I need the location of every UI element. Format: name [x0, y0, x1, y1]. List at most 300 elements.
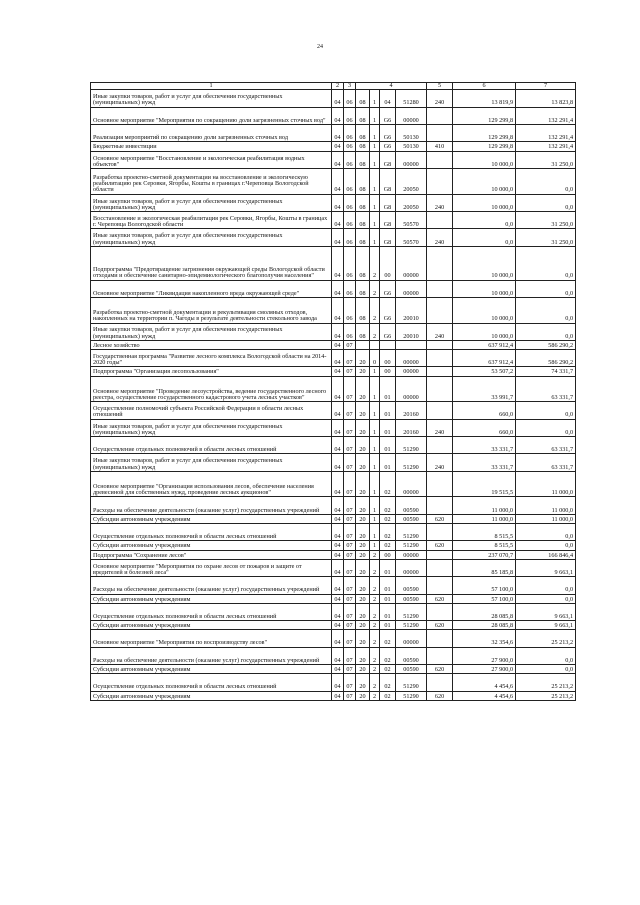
event-code-cell: 01 — [380, 594, 396, 603]
subsection-code-cell: 07 — [344, 437, 356, 454]
expense-type-cell — [427, 550, 453, 559]
direction-code-cell: 00000 — [396, 350, 427, 367]
subsection-code-cell: 06 — [344, 90, 356, 107]
event-code-cell: 00 — [380, 550, 396, 559]
row-name-cell: Разработка проектно-сметной документации на восстановление и экологическую реабилитацию рек Серовки, Ягорбы, Кошты в границах г.Череповца Вологодской области — [91, 168, 332, 194]
amount-year2-cell: 0,0 — [516, 402, 576, 419]
section-code-cell: 04 — [332, 437, 344, 454]
table-row — [91, 229, 576, 246]
row-name-cell: Осуществление полномочий субъекта Российской Федерации в области лесных отношений — [91, 402, 332, 419]
row-name-cell: Основное мероприятие "Восстановление и экологическая реабилитация водных объектов" — [91, 151, 332, 168]
amount-year2-cell: 63 331,7 — [516, 376, 576, 402]
amount-year2-cell: 0,0 — [516, 419, 576, 436]
table-row — [91, 559, 576, 576]
row-name-cell: Субсидии автономным учреждениям — [91, 594, 332, 603]
expense-type-cell — [427, 376, 453, 402]
subsection-code-cell: 07 — [344, 454, 356, 471]
amount-year1-cell: 10 000,0 — [453, 168, 516, 194]
event-code-cell: 00 — [380, 367, 396, 376]
subsection-code-cell: 06 — [344, 107, 356, 124]
program-code-cell: 08 — [356, 194, 370, 211]
row-name-cell: Бюджетные инвестиции — [91, 142, 332, 151]
expense-type-cell: 240 — [427, 194, 453, 211]
program-code-cell: 20 — [356, 559, 370, 576]
direction-code-cell — [396, 340, 427, 349]
section-code-cell: 04 — [332, 142, 344, 151]
direction-code-cell: 00590 — [396, 594, 427, 603]
table-row — [91, 647, 576, 664]
amount-year2-cell: 31 250,0 — [516, 229, 576, 246]
direction-code-cell: 00590 — [396, 647, 427, 664]
program-code-cell: 20 — [356, 376, 370, 402]
amount-year2-cell: 9 663,1 — [516, 559, 576, 576]
program-code-cell: 20 — [356, 419, 370, 436]
subprogram-code-cell: 2 — [370, 246, 380, 280]
subprogram-code-cell: 1 — [370, 151, 380, 168]
direction-code-cell: 00000 — [396, 559, 427, 576]
row-name-cell: Основное мероприятие "Мероприятия по охране лесов от пожаров и защите от вредителей и болезней леса" — [91, 559, 332, 576]
direction-code-cell: 50570 — [396, 211, 427, 228]
program-code-cell — [356, 340, 370, 349]
section-code-cell: 04 — [332, 454, 344, 471]
amount-year1-cell: 85 185,8 — [453, 559, 516, 576]
program-code-cell: 20 — [356, 523, 370, 540]
amount-year1-cell: 10 000,0 — [453, 323, 516, 340]
direction-code-cell: 20050 — [396, 168, 427, 194]
section-code-cell: 04 — [332, 559, 344, 576]
subsection-code-cell: 07 — [344, 376, 356, 402]
expense-type-cell — [427, 402, 453, 419]
direction-code-cell: 00000 — [396, 471, 427, 497]
table-row — [91, 367, 576, 376]
table-row — [91, 621, 576, 630]
row-name-cell: Субсидии автономным учреждениям — [91, 621, 332, 630]
subprogram-code-cell: 1 — [370, 514, 380, 523]
table-row — [91, 280, 576, 297]
section-code-cell: 04 — [332, 541, 344, 550]
amount-year1-cell: 28 085,8 — [453, 603, 516, 620]
subprogram-code-cell: 1 — [370, 376, 380, 402]
event-code-cell: G6 — [380, 107, 396, 124]
expense-type-cell: 620 — [427, 691, 453, 700]
section-code-cell: 04 — [332, 577, 344, 594]
direction-code-cell: 00590 — [396, 665, 427, 674]
program-code-cell: 08 — [356, 280, 370, 297]
subprogram-code-cell — [370, 340, 380, 349]
row-name-cell: Субсидии автономным учреждениям — [91, 514, 332, 523]
event-code-cell: 02 — [380, 523, 396, 540]
event-code-cell: G6 — [380, 124, 396, 141]
expense-type-cell — [427, 437, 453, 454]
event-code-cell: 01 — [380, 603, 396, 620]
amount-year2-cell: 31 250,0 — [516, 151, 576, 168]
event-code-cell: 01 — [380, 376, 396, 402]
table-row — [91, 471, 576, 497]
subprogram-code-cell: 1 — [370, 471, 380, 497]
expense-type-cell — [427, 297, 453, 323]
program-code-cell: 20 — [356, 550, 370, 559]
table-row — [91, 665, 576, 674]
amount-year2-cell: 25 213,2 — [516, 630, 576, 647]
amount-year1-cell: 10 000,0 — [453, 280, 516, 297]
subprogram-code-cell: 2 — [370, 280, 380, 297]
event-code-cell: 00 — [380, 246, 396, 280]
amount-year2-cell: 0,0 — [516, 246, 576, 280]
event-code-cell: 01 — [380, 437, 396, 454]
amount-year1-cell: 11 000,0 — [453, 514, 516, 523]
row-name-cell: Иные закупки товаров, работ и услуг для обеспечения государственных (муниципальных) нужд — [91, 194, 332, 211]
expense-type-cell — [427, 350, 453, 367]
row-name-cell: Основное мероприятие "Организация использования лесов, обеспечение населения древесиной для собственных нужд, проведение лесных аукционов" — [91, 471, 332, 497]
amount-year1-cell: 660,0 — [453, 419, 516, 436]
program-code-cell: 08 — [356, 90, 370, 107]
subprogram-code-cell: 2 — [370, 630, 380, 647]
amount-year1-cell: 4 454,6 — [453, 674, 516, 691]
program-code-cell: 08 — [356, 107, 370, 124]
program-code-cell: 20 — [356, 594, 370, 603]
amount-year1-cell: 10 000,0 — [453, 194, 516, 211]
row-name-cell: Субсидии автономным учреждениям — [91, 541, 332, 550]
event-code-cell: 01 — [380, 559, 396, 576]
expense-type-cell: 620 — [427, 594, 453, 603]
table-row — [91, 603, 576, 620]
header-cell: 4 — [356, 83, 427, 90]
program-code-cell: 08 — [356, 246, 370, 280]
amount-year2-cell: 0,0 — [516, 647, 576, 664]
table-header-row — [91, 83, 576, 90]
amount-year1-cell: 8 515,5 — [453, 541, 516, 550]
expense-type-cell — [427, 151, 453, 168]
subsection-code-cell: 06 — [344, 323, 356, 340]
amount-year2-cell: 63 331,7 — [516, 437, 576, 454]
amount-year2-cell: 11 000,0 — [516, 471, 576, 497]
event-code-cell: G6 — [380, 297, 396, 323]
event-code-cell: G8 — [380, 151, 396, 168]
table-row — [91, 419, 576, 436]
subsection-code-cell: 07 — [344, 523, 356, 540]
row-name-cell: Основное мероприятие "Ликвидация накопленного вреда окружающей среде" — [91, 280, 332, 297]
subprogram-code-cell: 2 — [370, 594, 380, 603]
section-code-cell: 04 — [332, 340, 344, 349]
subsection-code-cell: 07 — [344, 691, 356, 700]
amount-year1-cell: 10 000,0 — [453, 246, 516, 280]
section-code-cell: 04 — [332, 280, 344, 297]
table-row — [91, 691, 576, 700]
row-name-cell: Субсидии автономным учреждениям — [91, 691, 332, 700]
expense-type-cell — [427, 107, 453, 124]
amount-year1-cell: 0,0 — [453, 229, 516, 246]
direction-code-cell: 20160 — [396, 419, 427, 436]
section-code-cell: 04 — [332, 323, 344, 340]
subsection-code-cell: 07 — [344, 674, 356, 691]
amount-year2-cell: 0,0 — [516, 594, 576, 603]
subprogram-code-cell: 1 — [370, 497, 380, 514]
amount-year2-cell: 586 290,2 — [516, 350, 576, 367]
amount-year1-cell: 33 991,7 — [453, 376, 516, 402]
budget-table — [90, 82, 576, 701]
direction-code-cell: 51290 — [396, 523, 427, 540]
direction-code-cell: 51290 — [396, 603, 427, 620]
subprogram-code-cell: 1 — [370, 211, 380, 228]
expense-type-cell — [427, 211, 453, 228]
event-code-cell — [380, 340, 396, 349]
amount-year1-cell: 0,0 — [453, 211, 516, 228]
subprogram-code-cell: 1 — [370, 437, 380, 454]
row-name-cell: Иные закупки товаров, работ и услуг для обеспечения государственных (муниципальных) нужд — [91, 454, 332, 471]
subprogram-code-cell: 1 — [370, 454, 380, 471]
section-code-cell: 04 — [332, 246, 344, 280]
subprogram-code-cell: 2 — [370, 603, 380, 620]
amount-year1-cell: 57 100,0 — [453, 577, 516, 594]
row-name-cell: Разработка проектно-сметной документации и рекультивация смоляных отходов, накопленных на территории п. Чагоды в результате деятельности стекольного завода — [91, 297, 332, 323]
event-code-cell: 02 — [380, 497, 396, 514]
subprogram-code-cell: 1 — [370, 142, 380, 151]
row-name-cell: Осуществление отдельных полномочий в области лесных отношений — [91, 603, 332, 620]
subsection-code-cell: 07 — [344, 621, 356, 630]
header-cell: 1 — [91, 83, 332, 90]
subprogram-code-cell: 1 — [370, 107, 380, 124]
subprogram-code-cell: 1 — [370, 124, 380, 141]
row-name-cell: Реализация мероприятий по сокращению доли загрязненных сточных вод — [91, 124, 332, 141]
subsection-code-cell: 07 — [344, 665, 356, 674]
row-name-cell: Иные закупки товаров, работ и услуг для обеспечения государственных (муниципальных) нужд — [91, 323, 332, 340]
amount-year1-cell: 10 000,0 — [453, 151, 516, 168]
section-code-cell: 04 — [332, 419, 344, 436]
subsection-code-cell: 07 — [344, 402, 356, 419]
subprogram-code-cell: 2 — [370, 665, 380, 674]
expense-type-cell — [427, 559, 453, 576]
section-code-cell: 04 — [332, 691, 344, 700]
program-code-cell: 08 — [356, 323, 370, 340]
program-code-cell: 20 — [356, 541, 370, 550]
expense-type-cell: 620 — [427, 665, 453, 674]
amount-year2-cell: 132 291,4 — [516, 107, 576, 124]
subsection-code-cell: 07 — [344, 514, 356, 523]
amount-year2-cell: 31 250,0 — [516, 211, 576, 228]
section-code-cell: 04 — [332, 603, 344, 620]
event-code-cell: G8 — [380, 211, 396, 228]
amount-year2-cell: 9 663,1 — [516, 603, 576, 620]
direction-code-cell: 00000 — [396, 151, 427, 168]
row-name-cell: Субсидии автономным учреждениям — [91, 665, 332, 674]
direction-code-cell: 20010 — [396, 297, 427, 323]
event-code-cell: 01 — [380, 621, 396, 630]
direction-code-cell: 00000 — [396, 630, 427, 647]
amount-year1-cell: 8 515,5 — [453, 523, 516, 540]
subprogram-code-cell: 2 — [370, 550, 380, 559]
section-code-cell: 04 — [332, 471, 344, 497]
subsection-code-cell: 07 — [344, 550, 356, 559]
expense-type-cell — [427, 367, 453, 376]
direction-code-cell: 00000 — [396, 107, 427, 124]
subprogram-code-cell: 1 — [370, 541, 380, 550]
event-code-cell: G8 — [380, 168, 396, 194]
header-cell: 2 — [332, 83, 344, 90]
event-code-cell: 01 — [380, 577, 396, 594]
subprogram-code-cell: 2 — [370, 647, 380, 664]
amount-year1-cell: 32 354,6 — [453, 630, 516, 647]
amount-year1-cell: 27 900,0 — [453, 647, 516, 664]
header-cell: 6 — [453, 83, 516, 90]
section-code-cell: 04 — [332, 376, 344, 402]
program-code-cell: 08 — [356, 151, 370, 168]
table-row — [91, 497, 576, 514]
subsection-code-cell: 07 — [344, 340, 356, 349]
program-code-cell: 20 — [356, 603, 370, 620]
amount-year2-cell: 0,0 — [516, 523, 576, 540]
row-name-cell: Расходы на обеспечение деятельности (оказание услуг) государственных учреждений — [91, 647, 332, 664]
subsection-code-cell: 07 — [344, 367, 356, 376]
event-code-cell: 01 — [380, 402, 396, 419]
program-code-cell: 08 — [356, 229, 370, 246]
program-code-cell: 20 — [356, 674, 370, 691]
table-row — [91, 211, 576, 228]
event-code-cell: 00 — [380, 350, 396, 367]
amount-year1-cell: 19 515,5 — [453, 471, 516, 497]
subsection-code-cell: 06 — [344, 124, 356, 141]
expense-type-cell: 410 — [427, 142, 453, 151]
program-code-cell: 08 — [356, 297, 370, 323]
amount-year2-cell: 132 291,4 — [516, 124, 576, 141]
direction-code-cell: 51280 — [396, 90, 427, 107]
table-row — [91, 124, 576, 141]
amount-year1-cell: 28 085,8 — [453, 621, 516, 630]
expense-type-cell — [427, 523, 453, 540]
table-row — [91, 323, 576, 340]
subsection-code-cell: 07 — [344, 603, 356, 620]
subsection-code-cell: 07 — [344, 350, 356, 367]
amount-year2-cell: 63 331,7 — [516, 454, 576, 471]
expense-type-cell — [427, 340, 453, 349]
row-name-cell: Иные закупки товаров, работ и услуг для обеспечения государственных (муниципальных) нужд — [91, 90, 332, 107]
subsection-code-cell: 06 — [344, 211, 356, 228]
subprogram-code-cell: 1 — [370, 523, 380, 540]
amount-year2-cell: 13 823,8 — [516, 90, 576, 107]
direction-code-cell: 00000 — [396, 376, 427, 402]
row-name-cell: Иные закупки товаров, работ и услуг для обеспечения государственных (муниципальных) нужд — [91, 229, 332, 246]
direction-code-cell: 50570 — [396, 229, 427, 246]
table-row — [91, 350, 576, 367]
section-code-cell: 04 — [332, 665, 344, 674]
direction-code-cell: 51290 — [396, 437, 427, 454]
amount-year2-cell: 11 000,0 — [516, 514, 576, 523]
amount-year1-cell: 660,0 — [453, 402, 516, 419]
subprogram-code-cell: 1 — [370, 402, 380, 419]
event-code-cell: G6 — [380, 142, 396, 151]
event-code-cell: 02 — [380, 514, 396, 523]
amount-year1-cell: 129 299,8 — [453, 124, 516, 141]
amount-year2-cell: 25 213,2 — [516, 691, 576, 700]
section-code-cell: 04 — [332, 168, 344, 194]
subprogram-code-cell: 1 — [370, 168, 380, 194]
row-name-cell: Основное мероприятие "Мероприятия по воспроизводству лесов" — [91, 630, 332, 647]
event-code-cell: 02 — [380, 674, 396, 691]
section-code-cell: 04 — [332, 674, 344, 691]
subprogram-code-cell: 2 — [370, 621, 380, 630]
table-row — [91, 142, 576, 151]
subsection-code-cell: 07 — [344, 594, 356, 603]
program-code-cell: 20 — [356, 691, 370, 700]
direction-code-cell: 51290 — [396, 621, 427, 630]
amount-year2-cell: 0,0 — [516, 577, 576, 594]
table-row — [91, 340, 576, 349]
expense-type-cell: 240 — [427, 229, 453, 246]
event-code-cell: 01 — [380, 419, 396, 436]
direction-code-cell: 51290 — [396, 691, 427, 700]
expense-type-cell — [427, 647, 453, 664]
subsection-code-cell: 07 — [344, 577, 356, 594]
table-row — [91, 454, 576, 471]
program-code-cell: 20 — [356, 497, 370, 514]
amount-year2-cell: 25 213,2 — [516, 674, 576, 691]
subprogram-code-cell: 1 — [370, 90, 380, 107]
amount-year2-cell: 0,0 — [516, 323, 576, 340]
row-name-cell: Расходы на обеспечение деятельности (оказание услуг) государственных учреждений — [91, 497, 332, 514]
amount-year2-cell: 132 291,4 — [516, 142, 576, 151]
amount-year2-cell: 0,0 — [516, 665, 576, 674]
subprogram-code-cell: 2 — [370, 297, 380, 323]
section-code-cell: 04 — [332, 297, 344, 323]
section-code-cell: 04 — [332, 107, 344, 124]
direction-code-cell: 00590 — [396, 514, 427, 523]
event-code-cell: 02 — [380, 541, 396, 550]
program-code-cell: 20 — [356, 402, 370, 419]
event-code-cell: G6 — [380, 323, 396, 340]
section-code-cell: 04 — [332, 124, 344, 141]
program-code-cell: 20 — [356, 367, 370, 376]
subprogram-code-cell: 2 — [370, 323, 380, 340]
section-code-cell: 04 — [332, 194, 344, 211]
row-name-cell: Осуществление отдельных полномочий в области лесных отношений — [91, 523, 332, 540]
page-number: 24 — [317, 44, 323, 50]
subsection-code-cell: 06 — [344, 151, 356, 168]
program-code-cell: 20 — [356, 647, 370, 664]
table-row — [91, 297, 576, 323]
amount-year1-cell: 129 299,8 — [453, 107, 516, 124]
event-code-cell: G6 — [380, 280, 396, 297]
expense-type-cell — [427, 630, 453, 647]
event-code-cell: 02 — [380, 630, 396, 647]
subsection-code-cell: 06 — [344, 280, 356, 297]
amount-year1-cell: 10 000,0 — [453, 297, 516, 323]
subsection-code-cell: 07 — [344, 497, 356, 514]
amount-year2-cell: 0,0 — [516, 194, 576, 211]
expense-type-cell — [427, 168, 453, 194]
expense-type-cell: 240 — [427, 419, 453, 436]
program-code-cell: 20 — [356, 577, 370, 594]
header-cell: 5 — [427, 83, 453, 90]
amount-year1-cell: 637 912,4 — [453, 350, 516, 367]
header-cell: 3 — [344, 83, 356, 90]
direction-code-cell: 50130 — [396, 124, 427, 141]
section-code-cell: 04 — [332, 514, 344, 523]
subsection-code-cell: 06 — [344, 194, 356, 211]
expense-type-cell: 620 — [427, 541, 453, 550]
direction-code-cell: 50130 — [396, 142, 427, 151]
table-row — [91, 151, 576, 168]
direction-code-cell: 51290 — [396, 454, 427, 471]
section-code-cell: 04 — [332, 229, 344, 246]
direction-code-cell: 20050 — [396, 194, 427, 211]
program-code-cell: 20 — [356, 350, 370, 367]
program-code-cell: 20 — [356, 437, 370, 454]
row-name-cell: Основное мероприятие "Мероприятия по сокращению доли загрязненных сточных вод" — [91, 107, 332, 124]
table-row — [91, 541, 576, 550]
program-code-cell: 08 — [356, 142, 370, 151]
expense-type-cell — [427, 497, 453, 514]
event-code-cell: 02 — [380, 471, 396, 497]
table-row — [91, 168, 576, 194]
